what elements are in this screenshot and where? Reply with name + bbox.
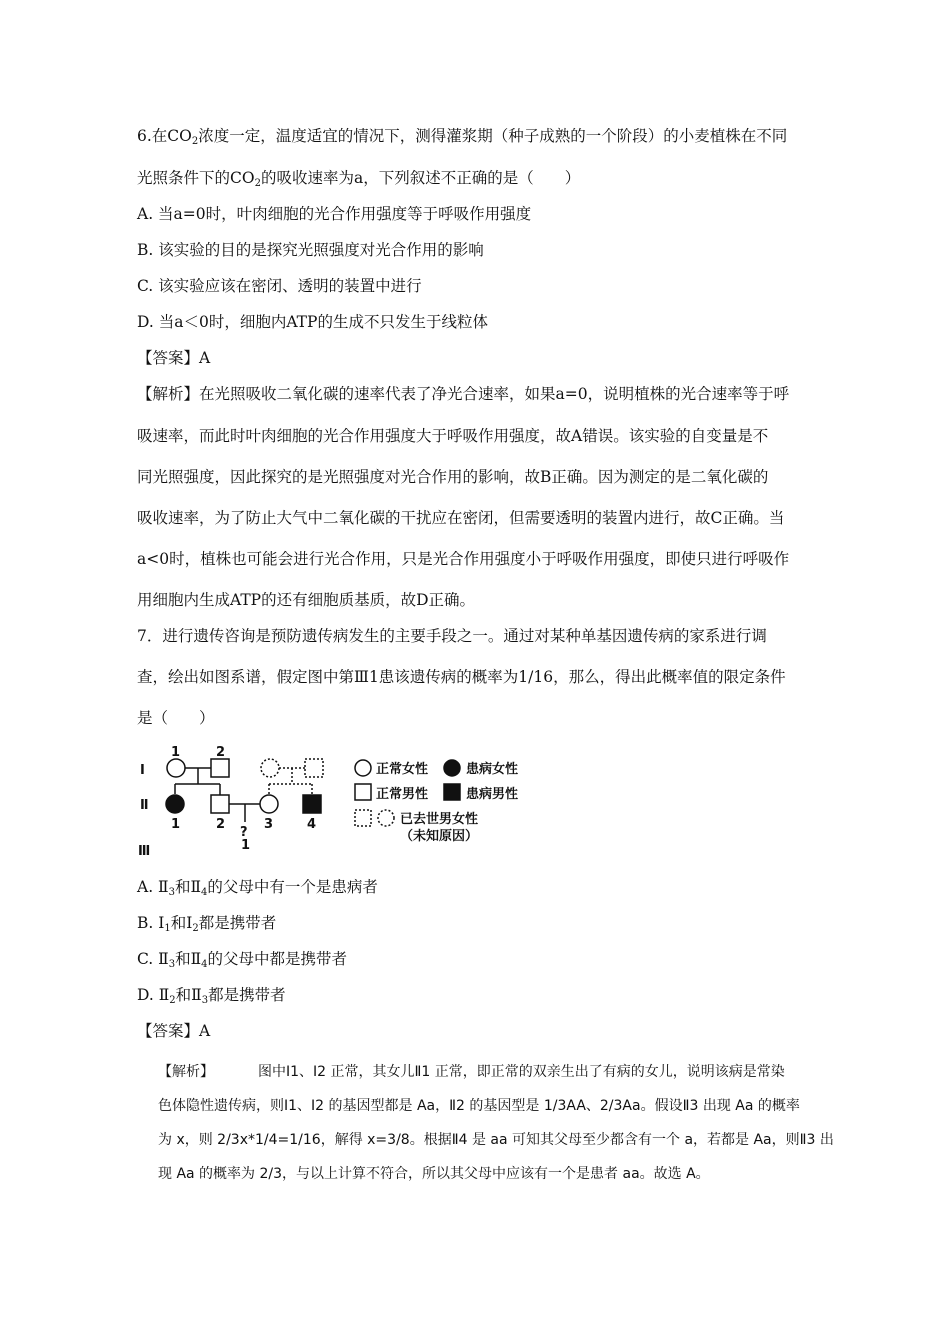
q7-analysis-line: 色体隐性遗传病，则Ⅰ1、Ⅰ2 的基因型都是 Aa，Ⅱ2 的基因型是 1/3AA、2/3Aa。假设Ⅱ3 出现 Aa 的概率 (158, 1098, 800, 1114)
legend-affected-male: 患病男性 (466, 787, 519, 802)
q6-analysis-line: 吸速率，而此时叶肉细胞的光合作用强度大于呼吸作用强度，故A错误。该实验的自变量是不 (137, 427, 769, 445)
legend-deceased-female-symbol (378, 810, 394, 826)
q7-analysis-line: 为 x，则 2/3x*1/4=1/16，解得 x=3/8。根据Ⅱ4 是 aa 可知其父母至少都含有一个 a，若都是 Aa，则Ⅱ3 出 (158, 1132, 834, 1148)
q6-analysis-line: 用细胞内生成ATP的还有细胞质基质，故D正确。 (137, 591, 476, 609)
gen1-deceased-female (261, 759, 279, 777)
q7-stem-line: 查，绘出如图系谱，假定图中第Ⅲ1患该遗传病的概率为1/16，那么，得出此概率值的限定条件 (137, 668, 786, 686)
gen2-id-4: 4 (307, 817, 317, 832)
q6-option-d: D. 当a＜0时，细胞内ATP的生成不只发生于线粒体 (137, 313, 488, 331)
q7-option-a: A. $Ⅱ_3$和$Ⅱ_4$的父母中有一个是患病者 (137, 878, 378, 898)
legend-affected-female: 患病女性 (466, 762, 519, 777)
legend-deceased: 已去世男女性 (400, 812, 479, 827)
gen-label-1: Ⅰ (140, 763, 145, 778)
gen3-id-1: 1 (241, 838, 251, 853)
gen1-female-1 (167, 759, 185, 777)
legend-affected-female-symbol (444, 760, 460, 776)
legend-affected-male-symbol (444, 784, 460, 800)
gen1-deceased-male (305, 759, 323, 777)
pedigree-chart (130, 738, 550, 860)
q6-analysis-line: 吸收速率，为了防止大气中二氧化碳的干扰应在密闭，但需要透明的装置内进行，故C正确。当 (137, 509, 785, 527)
gen2-id-1: 1 (171, 817, 181, 832)
legend-normal-male: 正常男性 (376, 787, 429, 802)
q7-analysis-line: 现 Aa 的概率为 2/3，与以上计算不符合，所以其父母中应该有一个是患者 aa。故选 A。 (158, 1166, 710, 1182)
q7-stem-line: 是（ ） (137, 709, 215, 727)
gen-label-3: Ⅲ (138, 844, 151, 859)
gen2-male-2 (211, 795, 229, 813)
q6-stem-line-2: 光照条件下的$CO_2$的吸收速率为a，下列叙述不正确的是（ ） (137, 169, 581, 189)
gen1-male-2 (211, 759, 229, 777)
q7-option-b: B. $Ⅰ_1$和$Ⅰ_2$都是携带者 (137, 914, 277, 934)
q6-analysis-line: 同光照强度，因此探究的是光照强度对光合作用的影响，故B正确。因为测定的是二氧化碳的 (137, 468, 769, 486)
q7-option-c: C. $Ⅱ_3$和$Ⅱ_4$的父母中都是携带者 (137, 950, 348, 970)
q6-analysis-line: a<0时，植株也可能会进行光合作用，只是光合作用强度小于呼吸作用强度，即使只进行呼吸作 (137, 550, 790, 568)
gen2-id-2: 2 (216, 817, 226, 832)
legend-deceased-note: （未知原因） (400, 829, 479, 844)
q6-option-b: B. 该实验的目的是探究光照强度对光合作用的影响 (137, 241, 484, 259)
gen-label-2: Ⅱ (140, 798, 149, 813)
q6-analysis-line: 【解析】在光照吸收二氧化碳的速率代表了净光合速率，如果a=0，说明植株的光合速率等于呼 (137, 385, 790, 403)
q7-answer: 【答案】A (137, 1022, 211, 1040)
q7-stem-line: 7．进行遗传咨询是预防遗传病发生的主要手段之一。通过对某种单基因遗传病的家系进行调 (137, 627, 767, 645)
gen2-affected-female-1 (166, 795, 184, 813)
gen2-id-3: 3 (264, 817, 274, 832)
q6-option-a: A. 当a=0时，叶肉细胞的光合作用强度等于呼吸作用强度 (137, 205, 532, 223)
q7-analysis-line: 图中Ⅰ1、Ⅰ2 正常，其女儿Ⅱ1 正常，即正常的双亲生出了有病的女儿，说明该病是常染 (258, 1064, 785, 1080)
legend-normal-female-symbol (355, 760, 371, 776)
q6-option-c: C. 该实验应该在密闭、透明的装置中进行 (137, 277, 422, 295)
q6-answer: 【答案】A (137, 349, 211, 367)
gen1-id-2: 2 (216, 745, 226, 760)
q7-option-d: D. $Ⅱ_2$和$Ⅱ_3$都是携带者 (137, 986, 286, 1006)
gen2-female-3 (260, 795, 278, 813)
legend-deceased-male-symbol (355, 810, 371, 826)
legend-normal-female: 正常女性 (376, 762, 429, 777)
gen1-id-1: 1 (171, 745, 181, 760)
q6-stem-line-1: 6.在$CO_2$浓度一定，温度适宜的情况下，测得灌浆期（种子成熟的一个阶段）的小麦植株在不同 (137, 127, 788, 147)
q7-analysis-label: 【解析】 (158, 1064, 214, 1080)
gen3-question-mark: ? (240, 825, 248, 840)
legend-normal-male-symbol (355, 784, 371, 800)
gen2-affected-male-4 (303, 795, 321, 813)
